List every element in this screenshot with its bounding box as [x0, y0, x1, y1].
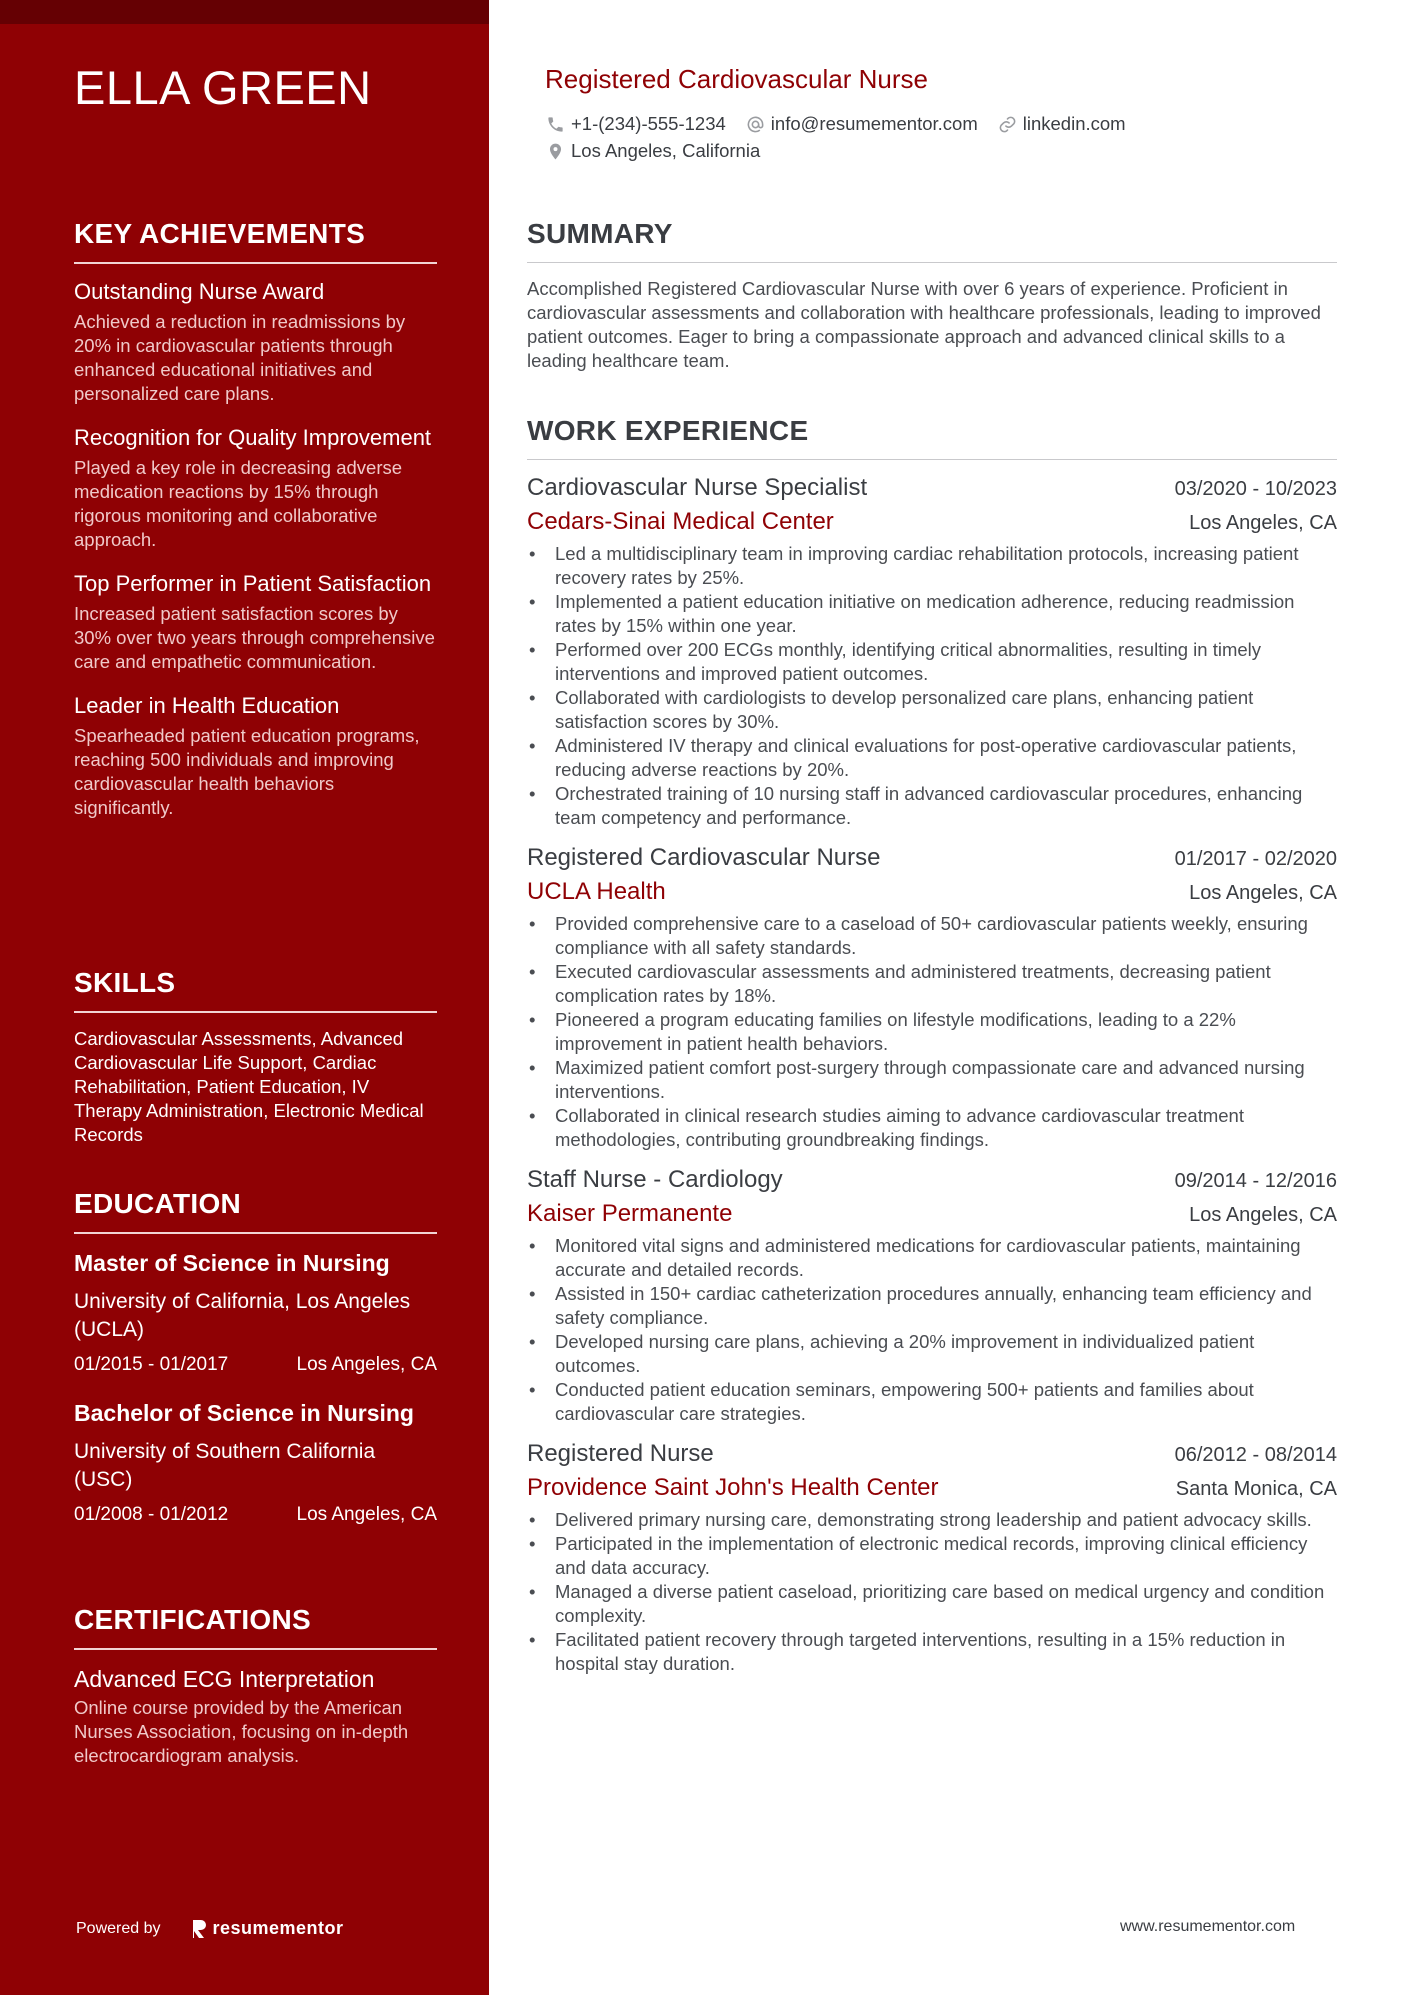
achievement-item [74, 424, 437, 552]
job-bullet: • Collaborated in clinical research studies aiming to advance cardiovascular treatment methodologies, contributing groundbreaking findings. [527, 1104, 1337, 1152]
job-role: Registered Cardiovascular Nurse [527, 844, 881, 871]
education-location: Los Angeles, CA [296, 1504, 437, 1525]
achievement-desc: Spearheaded patient education programs, reaching 500 individuals and improving cardiovascular health behaviors significantly. [74, 725, 420, 818]
contact-row [546, 113, 1146, 135]
experience-heading: WORK EXPERIENCE [527, 415, 1337, 460]
job-entry [527, 474, 1337, 830]
education-location: Los Angeles, CA [296, 1354, 437, 1375]
linkedin-text: linkedin.com [1022, 113, 1126, 134]
location-pin-icon [546, 142, 565, 161]
job-organization: Kaiser Permanente [527, 1200, 733, 1227]
job-role: Cardiovascular Nurse Specialist [527, 474, 868, 501]
achievement-item [74, 692, 437, 820]
skills-list: Cardiovascular Assessments, Advanced Cardiovascular Life Support, Cardiac Rehabilitation, Patient Education, IV Therapy Administration, Electronic Medical Records [74, 1028, 424, 1145]
skills-heading: SKILLS [74, 967, 437, 1013]
job-organization: UCLA Health [527, 878, 666, 905]
phone-text: +1-(234)-555-1234 [571, 113, 726, 134]
job-bullet: • Monitored vital signs and administered medications for cardiovascular patients, maintaining accurate and detailed records. [527, 1234, 1337, 1282]
job-entry [527, 1440, 1337, 1676]
job-bullet: • Participated in the implementation of electronic medical records, improving clinical efficiency and data accuracy. [527, 1532, 1337, 1580]
education-degree: Master of Science in Nursing [74, 1250, 390, 1276]
job-bullets [527, 1234, 1337, 1426]
certification-title: Advanced ECG Interpretation [74, 1666, 375, 1692]
experience-section [527, 415, 1337, 1690]
powered-by-label: Powered by [76, 1919, 161, 1937]
job-location: Los Angeles, CA [1189, 512, 1337, 534]
job-bullet: • Facilitated patient recovery through targeted interventions, resulting in a 15% reduction in hospital stay duration. [527, 1628, 1337, 1676]
education-item [74, 1248, 437, 1376]
footer-website-link[interactable]: www.resumementor.com [1120, 1918, 1296, 1935]
education-item [74, 1398, 437, 1526]
achievement-desc: Played a key role in decreasing adverse medication reactions by 15% through rigorous monitoring and collaborative approach. [74, 457, 403, 550]
job-bullet: • Managed a diverse patient caseload, prioritizing care based on medical urgency and condition complexity. [527, 1580, 1337, 1628]
brand-logo[interactable] [191, 1918, 344, 1939]
certifications-heading: CERTIFICATIONS [74, 1604, 437, 1650]
job-bullet: • Implemented a patient education initiative on medication adherence, reducing readmission rates by 15% within one year. [527, 590, 1337, 638]
job-organization: Cedars-Sinai Medical Center [527, 508, 834, 535]
job-bullet: • Provided comprehensive care to a caseload of 50+ cardiovascular patients weekly, ensuring compliance with all safety standards. [527, 912, 1337, 960]
job-bullet: • Developed nursing care plans, achieving a 20% improvement in individualized patient outcomes. [527, 1330, 1337, 1378]
achievement-title: Top Performer in Patient Satisfaction [74, 571, 432, 596]
education-degree: Bachelor of Science in Nursing [74, 1400, 414, 1426]
job-bullet: • Administered IV therapy and clinical evaluations for post-operative cardiovascular patients, reducing adverse reactions by 20%. [527, 734, 1337, 782]
skills-section [74, 967, 437, 1147]
job-entry [527, 844, 1337, 1152]
job-bullet: • Delivered primary nursing care, demonstrating strong leadership and patient advocacy skills. [527, 1508, 1337, 1532]
certifications-section [74, 1604, 437, 1768]
email-text: info@resumementor.com [770, 113, 978, 134]
phone-icon [546, 115, 565, 134]
job-bullet: • Assisted in 150+ cardiac catheterization procedures annually, enhancing team efficiency and safety compliance. [527, 1282, 1337, 1330]
education-school: University of Southern California (USC) [74, 1440, 376, 1491]
target-job-title: Registered Cardiovascular Nurse [545, 64, 928, 94]
summary-text: Accomplished Registered Cardiovascular Nurse with over 6 years of experience. Proficient in cardiovascular assessments and collaboration with healthcare professionals, leading to improved patient outcomes. Eager to bring a compassionate approach and advanced clinical skills to a leading healthcare team. [527, 278, 1321, 371]
education-school: University of California, Los Angeles (UCLA) [74, 1290, 411, 1341]
job-bullet: • Collaborated with cardiologists to develop personalized care plans, enhancing patient satisfaction scores by 30%. [527, 686, 1337, 734]
achievement-item [74, 278, 437, 406]
job-role: Staff Nurse - Cardiology [527, 1166, 783, 1193]
achievements-heading: KEY ACHIEVEMENTS [74, 218, 437, 264]
achievement-item [74, 570, 437, 674]
education-heading: EDUCATION [74, 1188, 437, 1234]
education-dates: 01/2015 - 01/2017 [74, 1354, 229, 1375]
job-location: Los Angeles, CA [1189, 1204, 1337, 1226]
achievement-title: Leader in Health Education [74, 693, 340, 718]
certification-desc: Online course provided by the American Nurses Association, focusing on in-depth electrocardiogram analysis. [74, 1697, 409, 1766]
job-bullet: • Performed over 200 ECGs monthly, identifying critical abnormalities, resulting in timely interventions and improved patient outcomes. [527, 638, 1337, 686]
location-text: Los Angeles, California [571, 140, 761, 161]
sidebar [0, 0, 489, 1995]
brand-name: resumementor [212, 1918, 344, 1938]
link-icon [998, 115, 1017, 134]
sidebar-top-bar [0, 0, 489, 24]
job-bullet: • Executed cardiovascular assessments and administered treatments, decreasing patient complication rates by 18%. [527, 960, 1337, 1008]
achievement-desc: Achieved a reduction in readmissions by 20% in cardiovascular patients through enhanced educational initiatives and personalized care plans. [74, 311, 406, 404]
job-bullet: • Orchestrated training of 10 nursing staff in advanced cardiovascular procedures, enhancing team competency and performance. [527, 782, 1337, 830]
job-dates: 06/2012 - 08/2014 [1174, 1444, 1337, 1466]
job-bullet: • Maximized patient comfort post-surgery through compassionate care and advanced nursing interventions. [527, 1056, 1337, 1104]
job-location: Santa Monica, CA [1175, 1478, 1337, 1500]
job-dates: 01/2017 - 02/2020 [1174, 848, 1337, 870]
job-bullets [527, 542, 1337, 830]
job-bullet: • Conducted patient education seminars, empowering 500+ patients and families about cardiovascular care strategies. [527, 1378, 1337, 1426]
contact-email[interactable] [746, 113, 978, 135]
achievement-title: Recognition for Quality Improvement [74, 425, 432, 450]
summary-heading: SUMMARY [527, 218, 1337, 263]
job-organization: Providence Saint John's Health Center [527, 1474, 939, 1501]
contact-location [546, 140, 760, 162]
job-bullets [527, 912, 1337, 1152]
achievements-section [74, 218, 437, 838]
powered-by [76, 1918, 344, 1939]
job-dates: 03/2020 - 10/2023 [1174, 478, 1337, 500]
contact-phone[interactable] [546, 113, 726, 135]
job-entry [527, 1166, 1337, 1426]
job-dates: 09/2014 - 12/2016 [1174, 1170, 1337, 1192]
education-dates: 01/2008 - 01/2012 [74, 1504, 229, 1525]
education-section [74, 1188, 437, 1548]
summary-section [527, 218, 1337, 373]
job-role: Registered Nurse [527, 1440, 714, 1467]
achievement-desc: Increased patient satisfaction scores by 30% over two years through comprehensive care and empathetic communication. [74, 603, 435, 672]
job-bullets [527, 1508, 1337, 1676]
contact-row-location [546, 140, 780, 162]
resumementor-logo-icon [191, 1919, 207, 1939]
job-location: Los Angeles, CA [1189, 882, 1337, 904]
candidate-name: ELLA GREEN [74, 61, 372, 114]
achievement-title: Outstanding Nurse Award [74, 279, 325, 304]
at-sign-icon [746, 115, 765, 134]
job-bullet: • Led a multidisciplinary team in improving cardiac rehabilitation protocols, increasing patient recovery rates by 25%. [527, 542, 1337, 590]
contact-linkedin[interactable] [998, 113, 1126, 135]
certification-item [74, 1664, 437, 1768]
job-bullet: • Pioneered a program educating families on lifestyle modifications, leading to a 22% improvement in patient health behaviors. [527, 1008, 1337, 1056]
